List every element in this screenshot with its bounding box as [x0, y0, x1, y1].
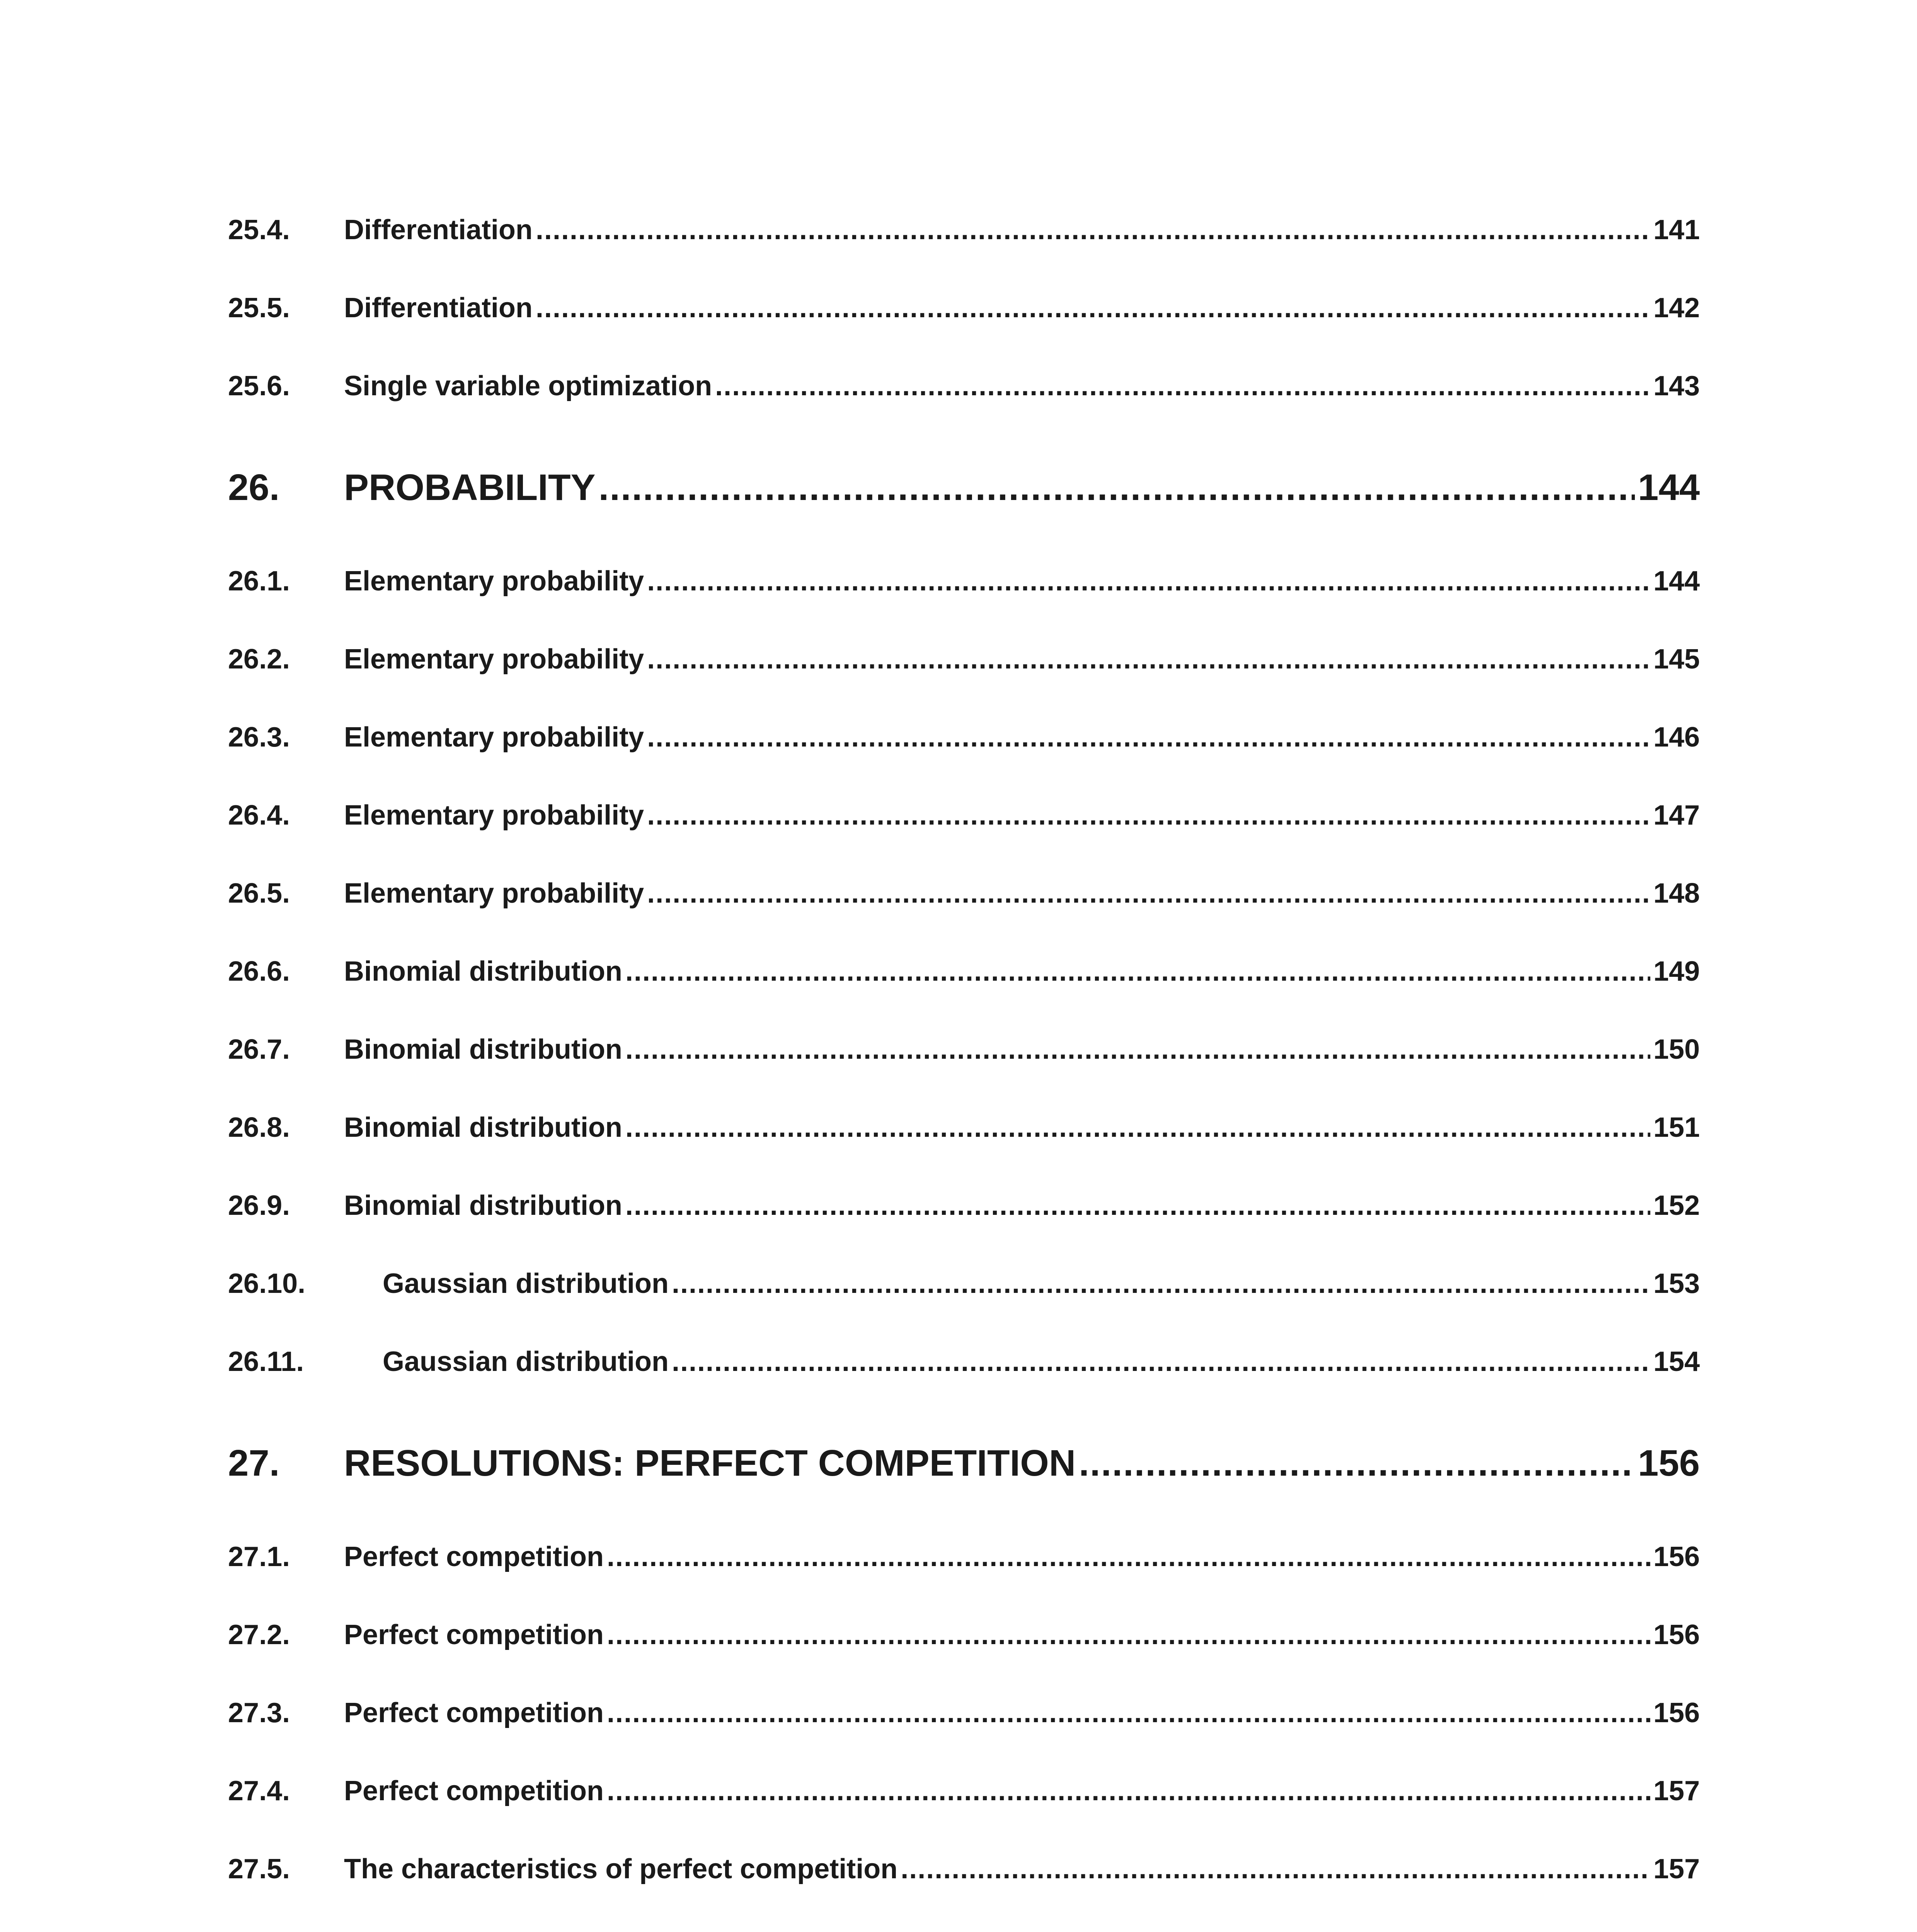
toc-dot-leader — [625, 1030, 1650, 1069]
toc-entry-title: Elementary probability — [344, 878, 644, 909]
toc-dot-leader — [901, 1850, 1650, 1888]
toc-entry-number: 26.8. — [228, 1112, 290, 1143]
toc-entry[interactable] — [228, 1850, 1700, 1888]
toc-entry-title: Binomial distribution — [344, 1034, 622, 1065]
toc-entry[interactable] — [228, 874, 1700, 913]
toc-entry[interactable] — [228, 952, 1700, 991]
toc-entry-title: RESOLUTIONS: PERFECT COMPETITION — [344, 1442, 1076, 1484]
toc-entry-title: Gaussian distribution — [383, 1268, 669, 1299]
toc-entry[interactable] — [228, 1342, 1700, 1381]
toc-entry-title: Perfect competition — [344, 1697, 604, 1728]
toc-entry[interactable] — [228, 367, 1700, 405]
toc-chapter-entry[interactable] — [228, 1438, 1700, 1488]
toc-entry-number: 26.10. — [228, 1268, 306, 1299]
toc-dot-leader — [536, 289, 1650, 327]
toc-dot-leader — [1079, 1438, 1634, 1488]
toc-entry[interactable] — [228, 796, 1700, 835]
toc-entry-page — [1653, 1928, 1700, 1932]
toc-entry-title: The characteristics of perfect competition — [344, 1854, 898, 1884]
toc-entry-title: Elementary probability — [344, 644, 644, 675]
toc-dot-leader — [599, 463, 1635, 513]
toc-entry-page: 146 — [1653, 722, 1700, 753]
toc-entry-page: 156 — [1653, 1541, 1700, 1572]
toc-entry[interactable] — [228, 1928, 1700, 1932]
toc-dot-leader — [625, 952, 1650, 991]
toc-entry-number: 26.7. — [228, 1034, 290, 1065]
toc-entry-number: 27.3. — [228, 1697, 290, 1728]
toc-entry-number: 26.1. — [228, 566, 290, 597]
toc-entry-page: 145 — [1653, 644, 1700, 675]
toc-dot-leader — [607, 1616, 1650, 1654]
toc-entry-page: 150 — [1653, 1034, 1700, 1065]
toc-entry-number: 26. — [228, 467, 280, 508]
toc-chapter-entry[interactable] — [228, 463, 1700, 513]
toc-dot-leader — [672, 1342, 1650, 1381]
toc-entry-page: 142 — [1653, 293, 1700, 323]
toc-dot-leader — [607, 1694, 1650, 1732]
toc-dot-leader — [625, 1186, 1650, 1225]
toc-entry-number: 25.5. — [228, 293, 290, 323]
toc-entry-page: 148 — [1653, 878, 1700, 909]
toc-entry[interactable] — [228, 289, 1700, 327]
toc-entry-page: 157 — [1653, 1854, 1700, 1884]
toc-entry-number — [228, 1928, 344, 1932]
toc-entry[interactable] — [228, 1537, 1700, 1576]
toc-entry-number: 27.2. — [228, 1619, 290, 1650]
toc-entry[interactable] — [228, 1616, 1700, 1654]
toc-dot-leader — [625, 1108, 1650, 1147]
toc-dot-leader — [647, 796, 1650, 835]
toc-entry-title: Gaussian distribution — [383, 1346, 669, 1377]
toc-entry-page: 147 — [1653, 800, 1700, 831]
toc-entry-page: 154 — [1653, 1346, 1700, 1377]
toc-dot-leader — [647, 562, 1650, 600]
toc-entry-number: 27.4. — [228, 1776, 290, 1806]
toc-entry-number: 26.2. — [228, 644, 290, 675]
toc-entry-title: Perfect competition — [344, 1541, 604, 1572]
toc-entry[interactable] — [228, 640, 1700, 679]
toc-entry-number: 26.4. — [228, 800, 290, 831]
toc-entry-number: 26.9. — [228, 1190, 290, 1221]
toc-entry[interactable] — [228, 1772, 1700, 1810]
toc-dot-leader — [715, 367, 1650, 405]
toc-entry-number: 26.3. — [228, 722, 290, 753]
toc-entry-page: 149 — [1653, 956, 1700, 987]
toc-entry-page: 144 — [1653, 566, 1700, 597]
toc-entry-number: 27.5. — [228, 1854, 290, 1884]
toc-entry-number: 26.5. — [228, 878, 290, 909]
toc-dot-leader — [647, 874, 1650, 913]
toc-entry-number: 25.6. — [228, 371, 290, 401]
toc-entry-title: Perfect competition — [344, 1776, 604, 1806]
toc-entry-page: 141 — [1653, 214, 1700, 245]
toc-entry[interactable] — [228, 1264, 1700, 1303]
toc-entry-page: 144 — [1638, 467, 1700, 508]
toc-dot-leader — [607, 1537, 1650, 1576]
toc-entry-page: 152 — [1653, 1190, 1700, 1221]
toc-entry-title: Single variable optimization — [344, 371, 712, 401]
toc-dot-leader — [647, 718, 1650, 757]
toc-entry-title: Binomial distribution — [344, 1112, 622, 1143]
toc-entry-title: Differentiation — [344, 293, 533, 323]
toc-entry-page: 151 — [1653, 1112, 1700, 1143]
toc-entry-number: 27.1. — [228, 1541, 290, 1572]
toc-entry-title: Perfect competition — [344, 1619, 604, 1650]
toc-entry[interactable] — [228, 562, 1700, 600]
toc-entry-title: PROBABILITY — [344, 467, 596, 508]
toc-entry-number: 26.11. — [228, 1346, 304, 1377]
toc-dot-leader — [1045, 1928, 1650, 1932]
toc-entry[interactable] — [228, 718, 1700, 757]
toc-entry-page: 153 — [1653, 1268, 1700, 1299]
toc-entry-page: 143 — [1653, 371, 1700, 401]
toc-entry-title: Binomial distribution — [344, 1190, 622, 1221]
toc-dot-leader — [672, 1264, 1650, 1303]
toc-entry[interactable] — [228, 1694, 1700, 1732]
toc-entry-number: 26.6. — [228, 956, 290, 987]
toc-dot-leader — [607, 1772, 1650, 1810]
toc-entry-number: 25.4. — [228, 214, 290, 245]
toc-entry-title: Binomial distribution — [344, 956, 622, 987]
toc-entry[interactable] — [228, 211, 1700, 249]
toc-entry[interactable] — [228, 1030, 1700, 1069]
toc-entry-page: 156 — [1653, 1697, 1700, 1728]
toc-entry-title: Elementary probability — [344, 800, 644, 831]
toc-entry-title — [344, 1928, 1042, 1932]
toc-entry-page: 156 — [1638, 1442, 1700, 1484]
toc-entry-title: Elementary probability — [344, 722, 644, 753]
toc-entry[interactable] — [228, 1108, 1700, 1147]
toc-dot-leader — [647, 640, 1650, 679]
toc-entry-page: 156 — [1653, 1619, 1700, 1650]
toc-entry-title: Elementary probability — [344, 566, 644, 597]
toc-entry-number: 27. — [228, 1442, 280, 1484]
toc-entry-title: Differentiation — [344, 214, 533, 245]
toc-entry-page: 157 — [1653, 1776, 1700, 1806]
toc-entry[interactable] — [228, 1186, 1700, 1225]
toc-dot-leader — [536, 211, 1650, 249]
